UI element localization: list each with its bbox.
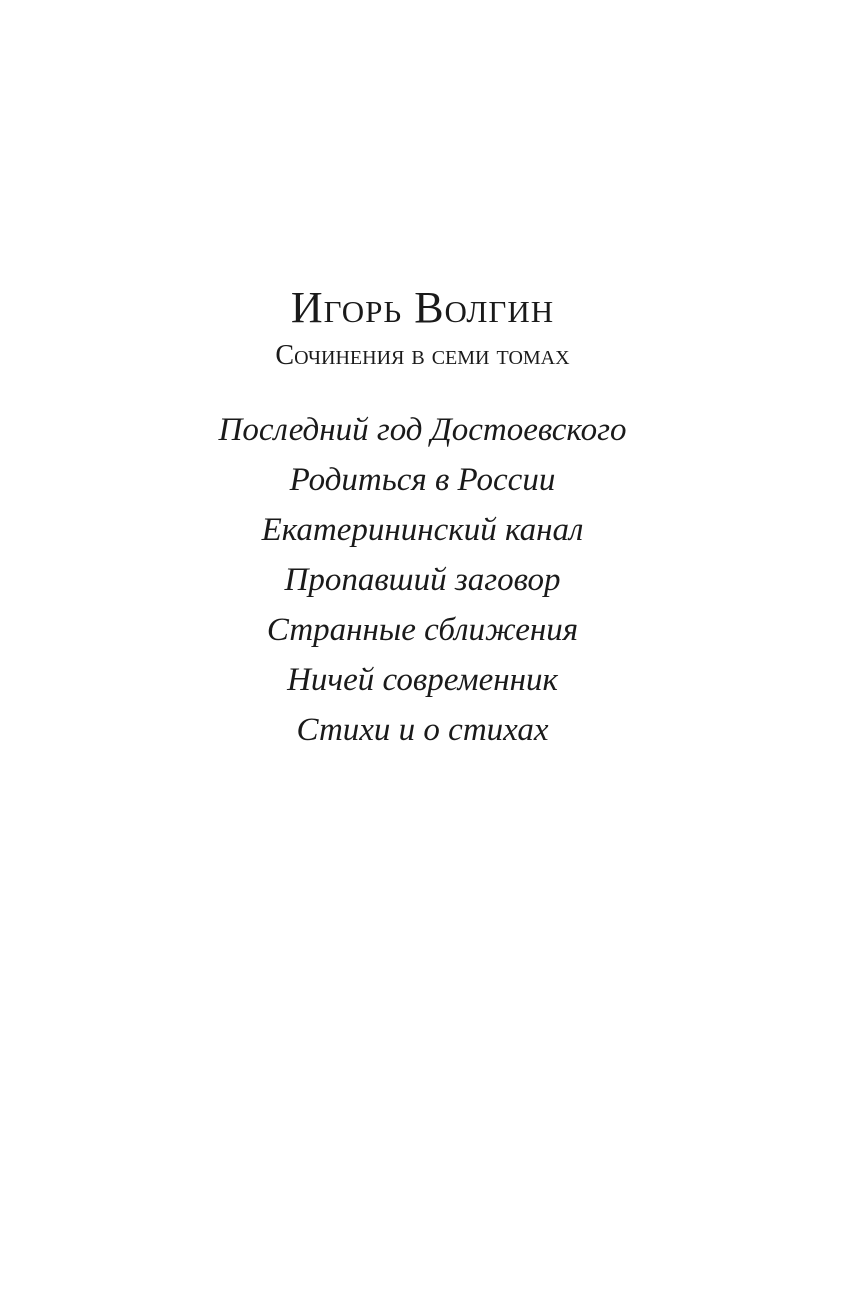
volume-title: Ничей современник [287, 662, 558, 698]
volume-title: Екатерининский канал [261, 512, 584, 548]
volume-title: Родиться в России [289, 462, 556, 498]
volume-title: Пропавший заговор [284, 562, 561, 598]
volume-title: Стихи и о стихах [296, 712, 549, 748]
volume-title: Странные сближения [266, 612, 579, 648]
volume-list [0, 405, 845, 755]
author-name: Игорь Волгин [290, 283, 555, 332]
title-block [0, 278, 845, 755]
series-subtitle: Сочинения в семи томах [275, 340, 570, 371]
volume-title: Последний год Достоевского [218, 412, 627, 448]
